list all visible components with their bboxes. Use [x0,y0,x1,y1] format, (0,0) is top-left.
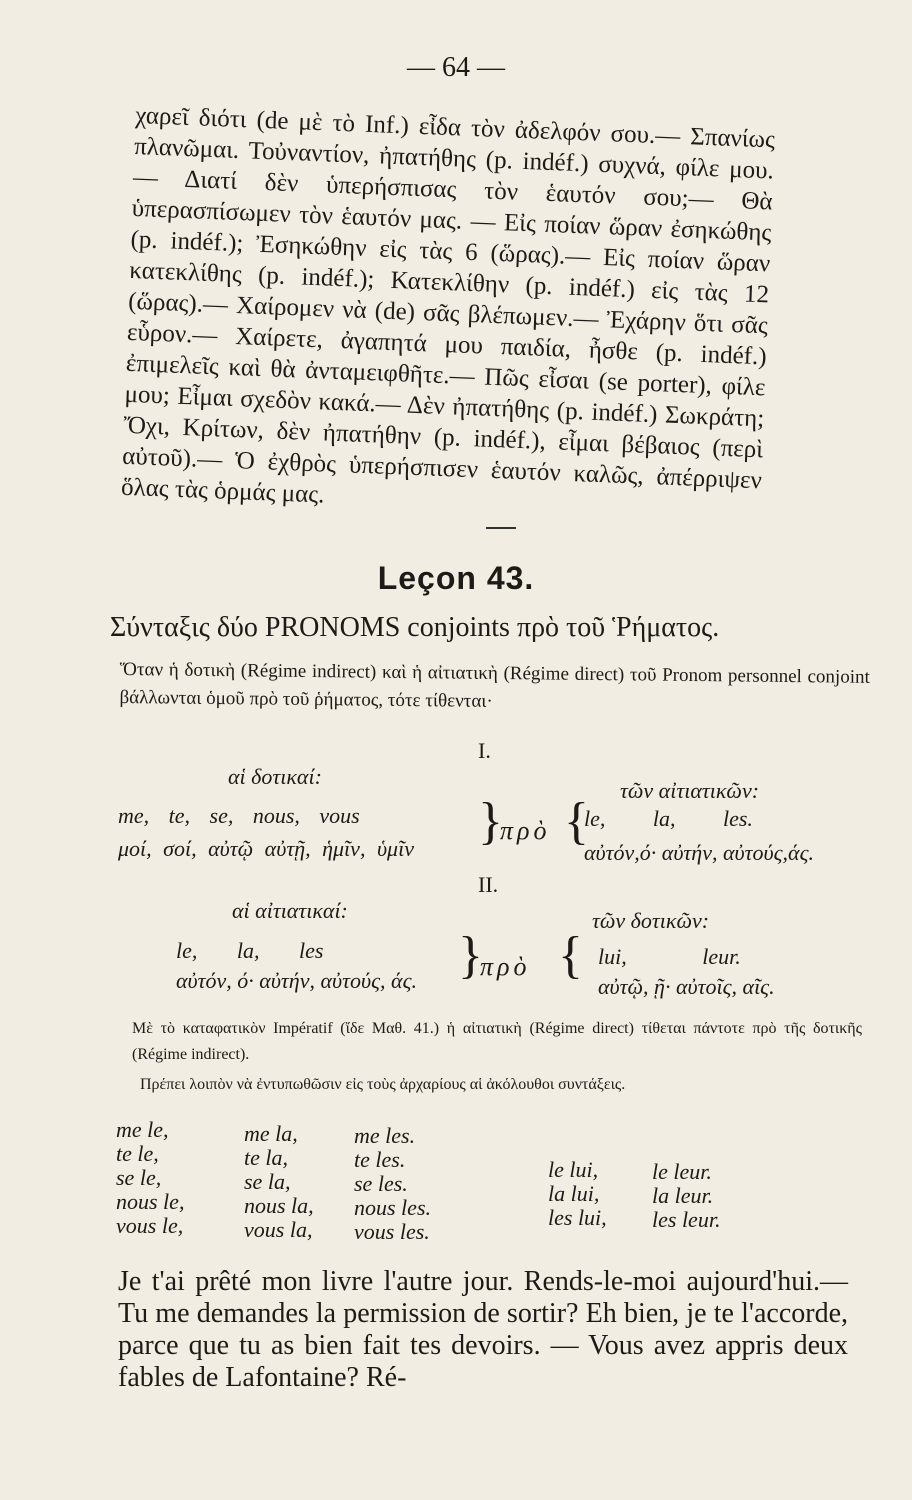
table-cell: se les. [354,1171,408,1196]
french-exercise-paragraph: Je t'ai prêté mon livre l'autre jour. Rends-le-moi aujourd'hui.— Tu me demandes la permission de sortir? Eh bien, je te l'accorde, parce que tu as bien fait tes devoirs. — Vous avez appris deux fables de Lafontaine? Ré- [118,1266,848,1393]
table-cell: se la, [244,1169,291,1194]
section-2-right-fr: lui, leur. [598,944,741,969]
beginners-note: Πρέπει λοιπὸν νὰ ἐντυπωθῶσιν εἰς τοὺς ἀρχαρίους αἱ ἀκόλουθοι συντάξεις. [140,1076,626,1093]
table-cell: me la, [244,1121,298,1146]
table-cell: les lui, [548,1205,607,1230]
table-column-3 [354,1124,431,1244]
section-1-pro: πρὸ [500,816,551,845]
section-2-left-gr: αὐτόν, ό· αὐτήν, αὐτούς, άς. [176,968,418,993]
table-cell: le lui, [548,1157,599,1182]
section-2-right-brace: { [558,927,583,984]
table-cell: la lui, [548,1181,600,1206]
table-column-1 [116,1118,184,1238]
section-1-left-heading: αἱ δοτικαί: [228,764,322,789]
separator-rule [486,527,516,529]
table-cell: vous le, [116,1213,184,1238]
table-cell: nous les. [354,1195,431,1220]
section-1-right-brace: { [564,793,589,850]
section-1-left-fr: me, te, se, nous, vous [118,803,360,828]
table-cell: vous la, [244,1217,313,1242]
table-cell: nous la, [244,1193,314,1218]
section-1-left-gr: μοί, σοί, αὐτῷ αὐτῇ, ἡμῖν, ὑμῖν [118,836,414,861]
section-2-left-fr: le, la, les [176,938,324,963]
table-cell: se le, [116,1165,162,1190]
table-column-5 [652,1160,720,1232]
imperative-note: Μὲ τὸ καταφατικὸν Impératif (ἴδε Μαθ. 41.) ἡ αἰτιατικὴ (Régime direct) τίθεται πάντοτε πρὸ τῆς δοτικῆς (Régime indirect). [132,1020,862,1063]
section-2-left-heading: αἱ αἰτιατικαί: [232,898,348,923]
table-cell: me les. [354,1123,416,1148]
lesson-subtitle: Σύνταξις δύο PRONOMS conjoints πρὸ τοῦ Ῥήματος. [110,612,720,643]
page-number: — 64 — [407,52,505,83]
table-cell: te les. [354,1147,406,1172]
table-cell: me le, [116,1117,169,1142]
grammar-rule-text: Ὅταν ἡ δοτικὴ (Régime indirect) καὶ ἡ αἰτιατικὴ (Régime direct) τοῦ Pronom personnel conjoint βάλλωνται ὁμοῦ πρὸ τοῦ ῥήματος, τότε τίθενται· [119,658,870,712]
table-cell: te la, [244,1145,288,1170]
table-cell: la leur. [652,1183,714,1208]
table-cell: les leur. [652,1207,721,1232]
section-1-right-gr: αὐτόν,ό· αὐτήν, αὐτούς,άς. [584,840,815,865]
section-2-left-brace: } [458,927,483,984]
table-column-2 [244,1122,314,1242]
table-cell: te le, [116,1141,159,1166]
exercise-paragraph: χαρεῖ διότι (de μὲ τὸ Inf.) εἶδα τὸν ἀδελφόν σου.— Σπανίως πλανῶμαι. Τοὐναντίον, ἠπατήθης (p. indéf.) συχνά, φίλε μου. — Διατί δὲν ὑπερήσπισας τὸν ἑαυτόν σου;— Θὰ ὑπερασπίσωμεν τὸν ἑαυτόν μας. — Εἰς ποίαν ὥραν ἐσηκώθης (p. indéf.); Ἐσηκώθην εἰς τὰς 6 (ὥρας).— Εἰς ποίαν ὥραν κατεκλίθης (p. indéf.); Κατεκλίθην (p. indéf.) εἰς τὰς 12 (ὥρας).— Χαίρομεν νὰ (de) σᾶς βλέπωμεν.— Ἐχάρην ὅτι σᾶς εὗρον.— Χαίρετε, ἀγαπητά μου παιδία, ἦσθε (p. indéf.) ἐπιμελεῖς καὶ θὰ ἀνταμειφθῆτε.— Πῶς εἶσαι (se porter), φίλε μου; Εἶμαι σχεδὸν κακά.— Δὲν ἠπατήθης (p. indéf.) Σωκράτη; Ὄχι, Κρίτων, δὲν ἠπατήθην (p. indéf.), εἶμαι βέβαιος (περὶ αὐτοῦ).— Ὁ ἐχθρὸς ὑπερήσπισεν ἑαυτόν καλῶς, ἀπέρριψεν ὅλας τὰς ὁρμάς μας. [120,101,776,509]
lesson-title: Leçon 43. [377,560,535,596]
section-2-right-gr: αὐτῷ, ῇ· αὐτοῖς, αῖς. [598,974,775,999]
section-1-left-brace: } [478,793,503,850]
section-1-numeral: I. [478,738,491,763]
section-2-right-heading: τῶν δοτικῶν: [592,908,710,933]
section-2-numeral: II. [478,872,499,897]
table-cell: vous les. [354,1219,430,1244]
table-column-4 [548,1158,607,1230]
table-cell: nous le, [116,1189,185,1214]
section-1-right-heading: τῶν αἰτιατικῶν: [620,778,760,803]
section-1-right-fr: le, la, les. [584,806,753,831]
table-cell: le leur. [652,1159,712,1184]
section-2-pro: πρὸ [480,952,531,981]
